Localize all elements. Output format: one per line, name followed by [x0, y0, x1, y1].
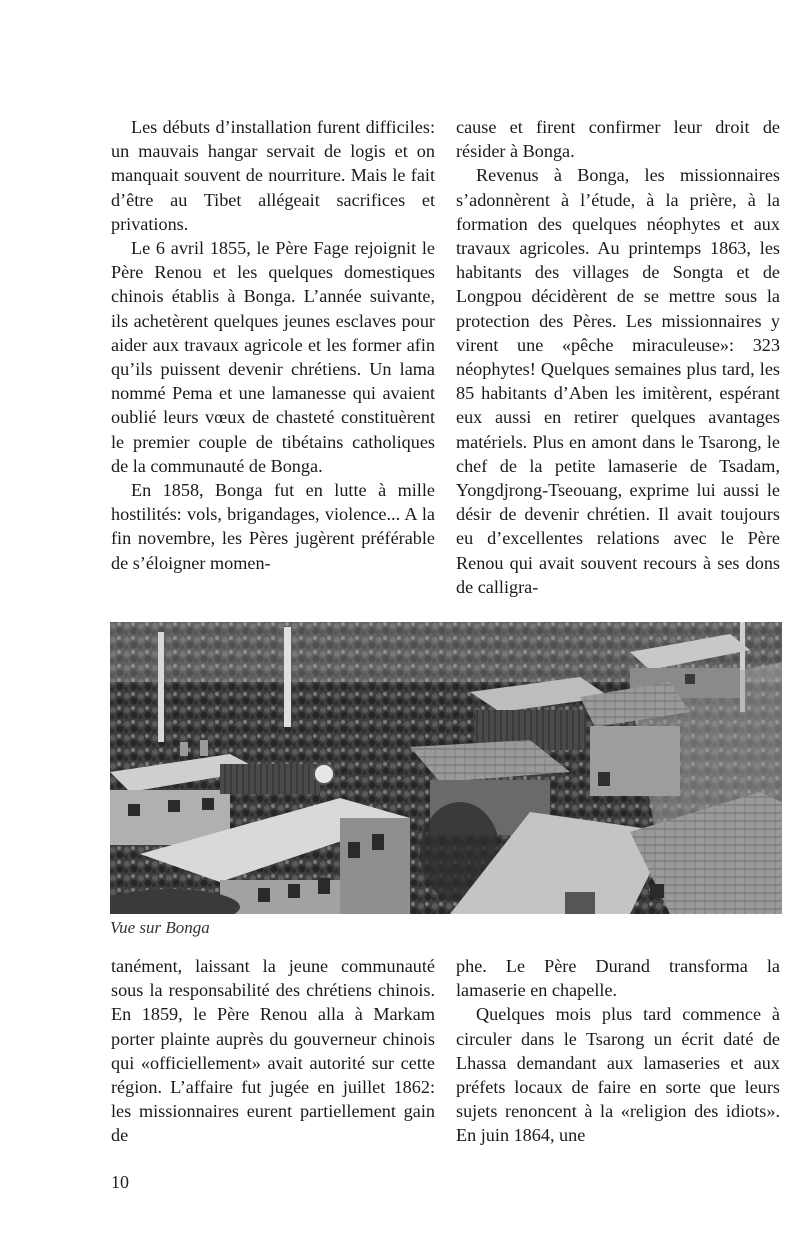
page-number: 10	[111, 1172, 129, 1192]
text-column-bottom-right	[456, 954, 780, 1148]
photo-caption: Vue sur Bonga	[110, 918, 210, 937]
paragraph: Les débuts d’installation furent difficiles: un mauvais hangar servait de logis et on manquait souvent de nourriture. Mais le fait d’être au Tibet allégeait sacrifices et privations.	[111, 117, 435, 234]
paragraph: En 1858, Bonga fut en lutte à mille hostilités: vols, brigandages, violence... A la fin novembre, les Pères jugèrent préférable de s’éloigner momen-	[111, 480, 435, 573]
photo-bonga-village	[110, 622, 782, 914]
village-photo-illustration	[110, 622, 782, 914]
text-column-top-left	[111, 115, 435, 575]
text-column-top-right	[456, 115, 780, 599]
paragraph: cause et firent confirmer leur droit de résider à Bonga.	[456, 117, 780, 162]
paragraph: Revenus à Bonga, les missionnaires s’adonnèrent à l’étude, à la prière, à la formation des quelques néophytes et aux travaux agricoles. Au printemps 1863, les habitants des villages de Songta et de Longpou décidèrent de se mettre sous la protection des Pères. Les missionnaires y virent une «pêche miraculeuse»: 323 néophytes! Quelques semaines plus tard, les 85 habitants d’Aben les imitèrent, espérant eux aussi en retirer quelques avantages matériels. Plus en amont dans le Tsarong, le chef de la petite lamaserie de Tsadam, Yongdjrong-Tseouang, exprime lui aussi le désir de devenir chrétien. Il avait toujours eu d’excellentes relations avec le Père Renou qui avait souvent recours à ses dons de calligra-	[456, 165, 780, 597]
paragraph: Le 6 avril 1855, le Père Fage rejoignit le Père Renou et les quelques domestiques chinois établis à Bonga. L’année suivante, ils achetèrent quelques jeunes esclaves pour aider aux travaux agricole et les former afin qu’ils puissent devenir chrétiens. Un lama nommé Pema et une lamanesse qui avaient oublié leurs vœux de chasteté constituèrent le premier couple de tibétains catholiques de la communauté de Bonga.	[111, 238, 435, 476]
text-column-bottom-left	[111, 954, 435, 1148]
paragraph: tanément, laissant la jeune communauté sous la responsabilité des chrétiens chinois. En 1859, le Père Renou alla à Markam porter plainte auprès du gouverneur chinois qui «officiellement» avait autorité sur cette région. L’affaire fut jugée en juillet 1862: les missionnaires eurent partiellement gain de	[111, 956, 435, 1146]
paragraph: phe. Le Père Durand transforma la lamaserie en chapelle.	[456, 956, 780, 1001]
paragraph: Quelques mois plus tard commence à circuler dans le Tsarong un écrit daté de Lhassa demandant aux lamaseries et aux préfets locaux de faire en sorte que leurs sujets renoncent à la «religion des idiots». En juin 1864, une	[456, 1004, 780, 1146]
